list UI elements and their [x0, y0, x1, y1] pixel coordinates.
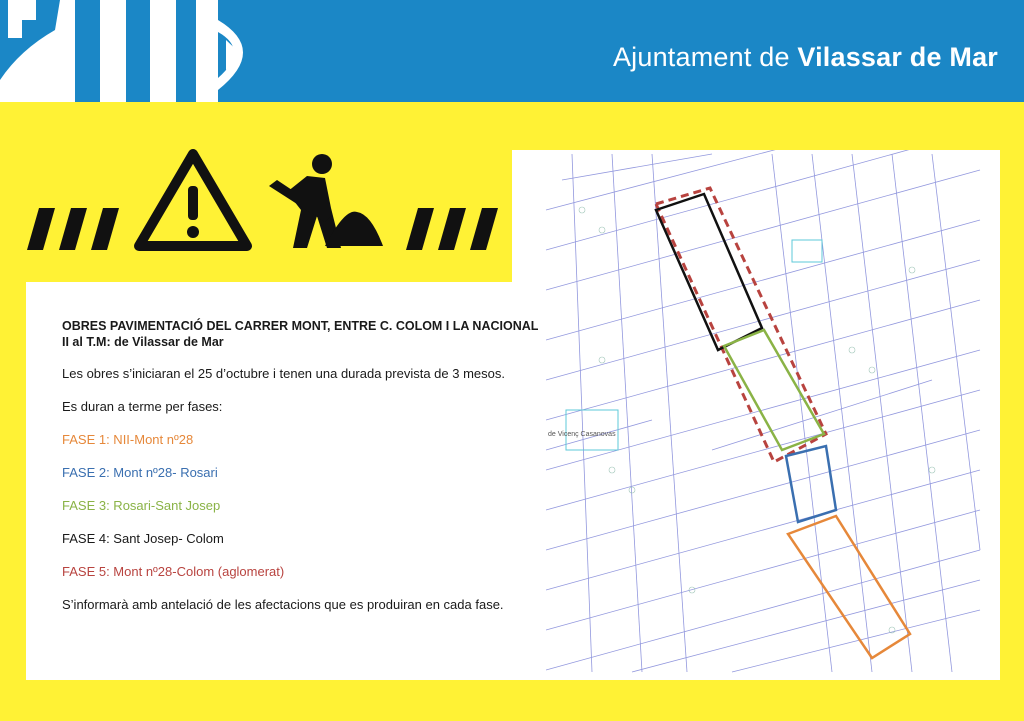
notice-intro: Les obres s’iniciaran el 25 d’octubre i tenen una durada prevista de 3 mesos. [62, 366, 505, 381]
phase-4-label: FASE 4: Sant Josep- Colom [62, 531, 224, 546]
map-drawing [512, 150, 1000, 680]
notice-panel [26, 282, 546, 680]
brand-title [613, 42, 998, 73]
notice-content [62, 318, 542, 630]
brand-prefix: Ajuntament de [612, 42, 798, 72]
phase-1-label: FASE 1: NII-Mont nº28 [62, 432, 194, 447]
brand-name: Vilassar de Mar [797, 42, 998, 72]
header-banner [0, 0, 1024, 102]
phase-5-label: FASE 5: Mont nº28-Colom (aglomerat) [62, 564, 285, 579]
notice-closing: S’informarà amb antelació de les afectacions que es produiran en cada fase. [62, 597, 504, 612]
warning-triangle-icon [139, 154, 247, 246]
phase-2-label: FASE 2: Mont nº28- Rosari [62, 465, 218, 480]
town-logo-icon [0, 0, 270, 102]
roadworks-sign [25, 148, 505, 258]
street-map [512, 150, 1000, 680]
phase-3-label: FASE 3: Rosari-Sant Josep [62, 498, 221, 513]
map-street-label: de Vicenç Casanovas [548, 431, 616, 438]
phases-intro: Es duran a terme per fases: [62, 399, 223, 414]
road-worker-icon [269, 154, 383, 248]
hazard-stripes-icon [27, 208, 498, 250]
notice-title: OBRES PAVIMENTACIÓ DEL CARRER MONT, ENTRE C. COLOM I LA NACIONAL II al T.M: de Vilassar de Mar [62, 319, 539, 349]
